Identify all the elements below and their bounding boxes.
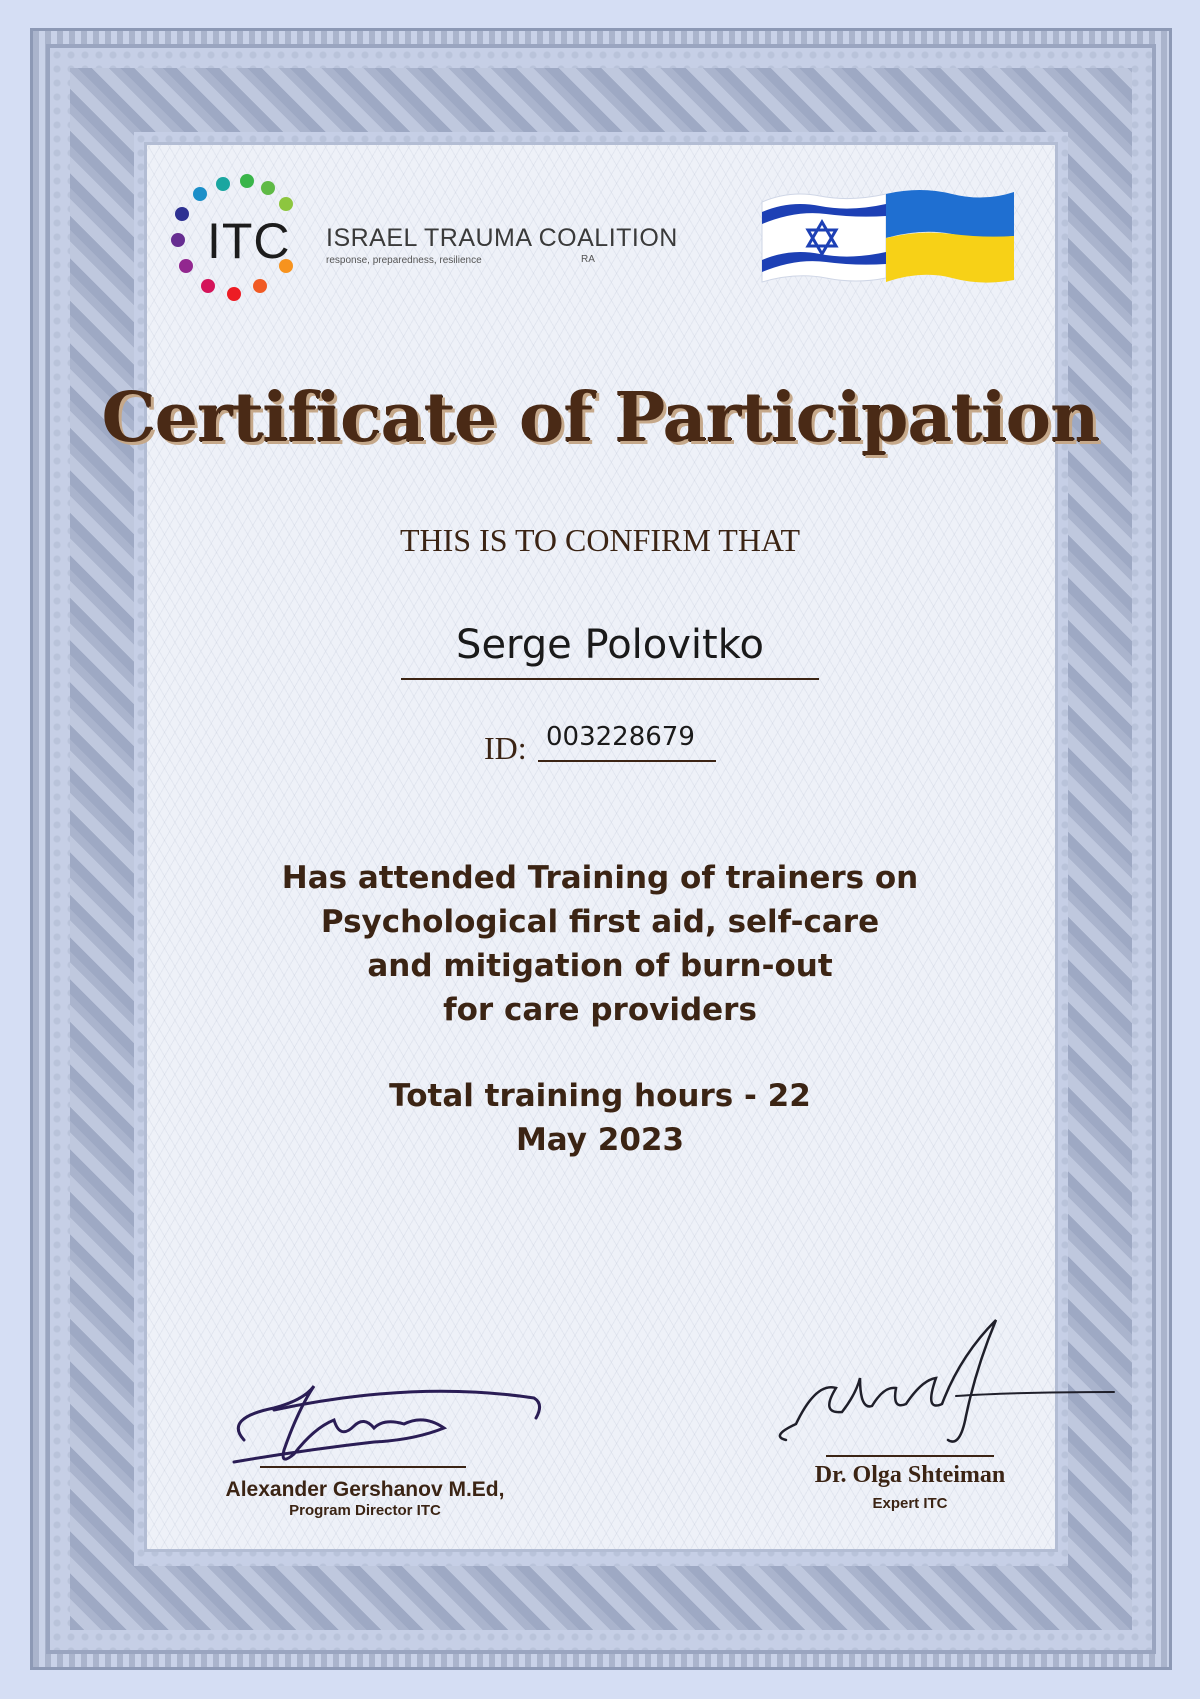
id-underline: [538, 760, 716, 762]
logo-organization-name: ISRAEL TRAUMA COALITION: [326, 224, 678, 252]
training-summary: [0, 1074, 1200, 1162]
signatory-1-name: Alexander Gershanov M.Ed,: [225, 1478, 505, 1501]
name-underline: [401, 678, 819, 680]
description-line: for care providers: [443, 992, 757, 1028]
logo-tagline: response, preparedness, resilience: [326, 255, 482, 266]
signature-2-icon: [776, 1316, 1116, 1456]
signatory-2-name: Dr. Olga Shteiman: [814, 1462, 1006, 1488]
training-date: May 2023: [515, 1122, 685, 1158]
logo-suffix: RA: [581, 254, 595, 265]
recipient-name: Serge Polovitko: [456, 622, 764, 668]
certificate-title: Certificate of Participation: [101, 378, 1099, 458]
ukraine-flag-icon: [886, 190, 1014, 283]
israel-flag-icon: [762, 194, 886, 282]
id-value: 003228679: [546, 722, 695, 752]
description-line: Has attended Training of trainers on: [281, 860, 919, 896]
description-line: Psychological first aid, self-care: [320, 904, 880, 940]
flags-icon: [760, 186, 1016, 296]
signature-2-line: [826, 1455, 994, 1457]
signatory-2-role: Expert ITC: [872, 1495, 948, 1512]
description-line: and mitigation of burn-out: [367, 948, 833, 984]
training-hours: Total training hours - 22: [389, 1078, 811, 1114]
id-label: ID:: [484, 730, 527, 766]
signatory-1-role: Program Director ITC: [289, 1502, 441, 1519]
training-description: [0, 856, 1200, 1032]
signature-1-line: [260, 1466, 466, 1468]
logo-short-name: ITC: [207, 213, 291, 269]
confirm-statement: THIS IS TO CONFIRM THAT: [399, 522, 801, 558]
signature-1-icon: [214, 1370, 554, 1480]
